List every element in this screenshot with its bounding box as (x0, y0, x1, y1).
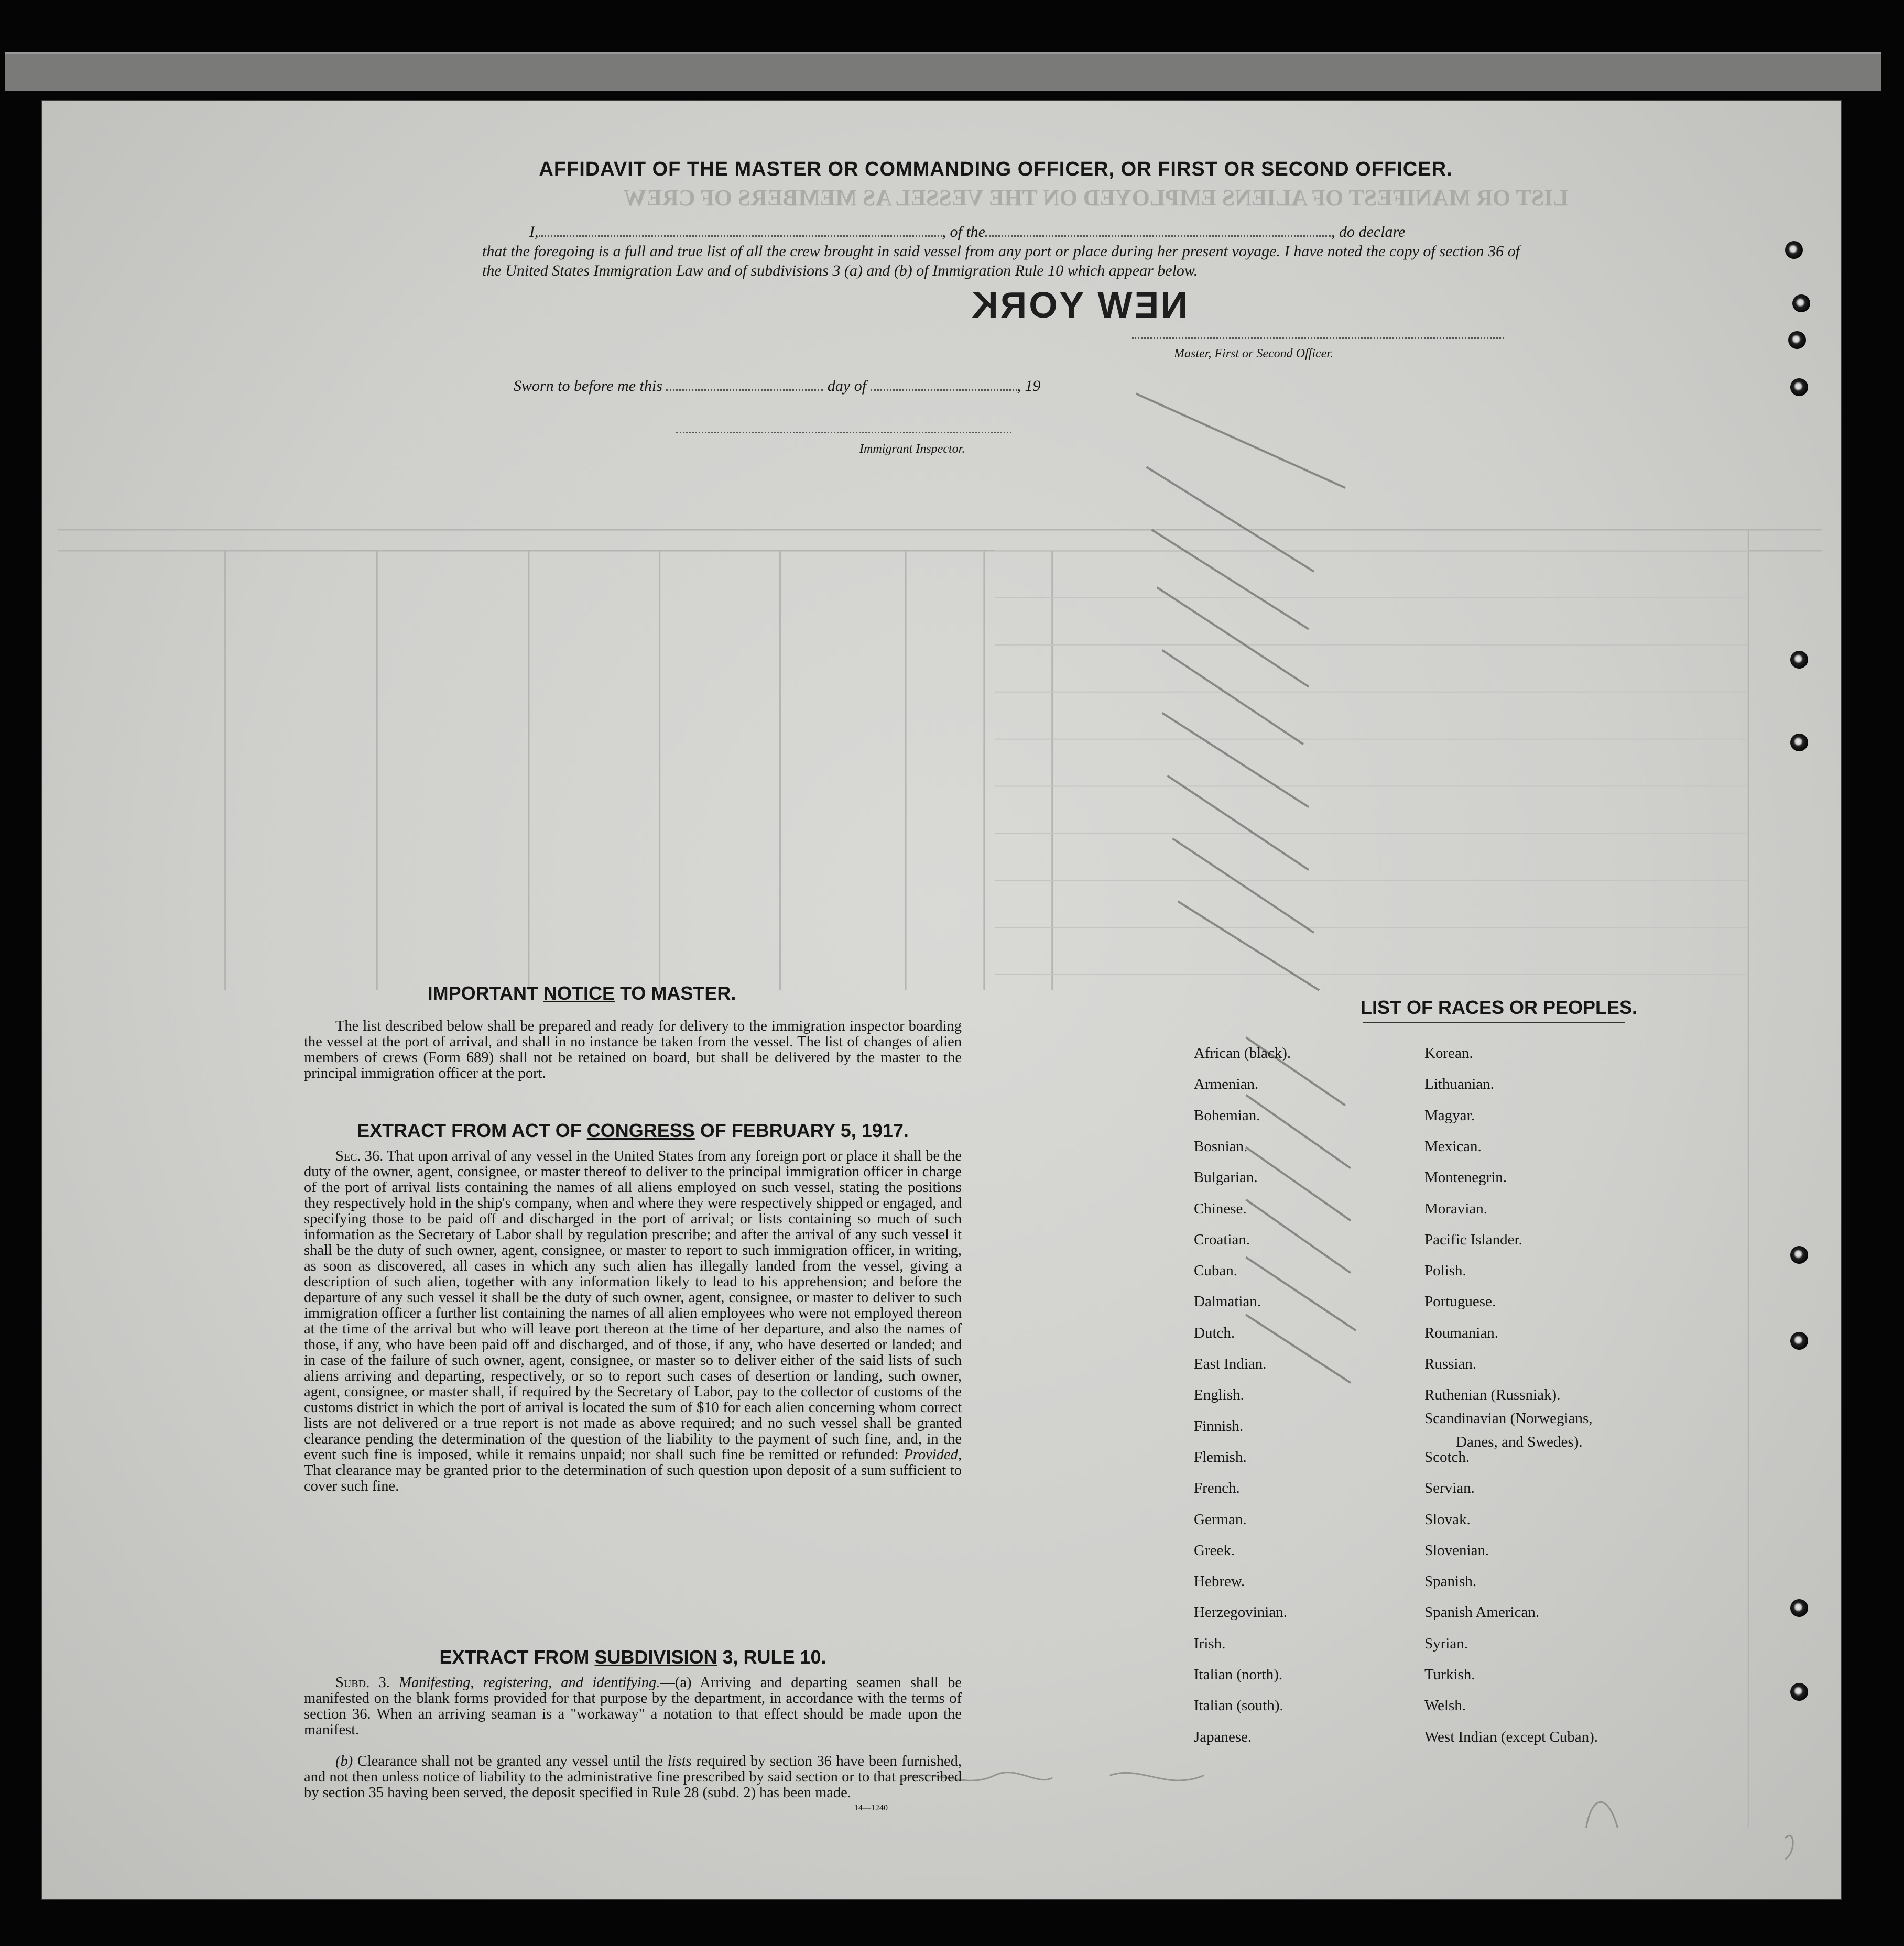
race-item: Polish. (1424, 1262, 1466, 1280)
extract-rule-heading-subdivision: SUBDIVISION (594, 1646, 717, 1668)
subdivision-3-text (304, 1675, 962, 1738)
race-item: Magyar. (1424, 1107, 1475, 1124)
extract-act-heading-pre: EXTRACT FROM ACT OF (357, 1120, 587, 1141)
decl-of-the: , of the (942, 223, 985, 240)
signature-label: Master, First or Second Officer. (1174, 347, 1333, 360)
sworn-day-field[interactable] (666, 378, 823, 391)
binder-hole-icon (1792, 294, 1810, 312)
race-item: Portuguese. (1424, 1293, 1496, 1310)
inspector-label: Immigrant Inspector. (859, 442, 965, 456)
svg-text:LIST OR MANIFEST OF ALIENS EMP: LIST OR MANIFEST OF ALIENS EMPLOYED ON THE VESSEL AS MEMBERS OF CREW (623, 184, 1569, 211)
race-item: Finnish. (1194, 1417, 1244, 1435)
declaration-body: that the foregoing is a full and true list of all the crew brought in said vessel from any port or place during her present voyage. I have noted the copy of section 36 of the United States Immigration Law and of subdivisions 3 (a) and (b) of Immigration Rule 10 which appear below. (482, 243, 1520, 279)
binder-hole-icon (1790, 734, 1808, 751)
manifest-page (41, 100, 1842, 1900)
race-item: Welsh. (1424, 1697, 1466, 1714)
decl-do-declare: , do declare (1331, 223, 1406, 240)
notice-heading-post: TO MASTER. (614, 982, 736, 1004)
race-item: East Indian. (1194, 1355, 1267, 1372)
race-item: French. (1194, 1480, 1240, 1497)
binder-hole-icon (1790, 1246, 1808, 1264)
extract-rule-heading (304, 1646, 962, 1668)
vessel-name-field[interactable] (985, 224, 1331, 237)
race-item: Korean. (1424, 1045, 1473, 1062)
extract-rule-heading-post: 3, RULE 10. (717, 1646, 826, 1668)
affidavit-heading: AFFIDAVIT OF THE MASTER OR COMMANDING OFFICER, OR FIRST OR SECOND OFFICER. (539, 158, 1453, 180)
binder-hole-icon (1790, 1332, 1808, 1350)
officer-signature-line[interactable] (1132, 337, 1504, 339)
subd-b-label: (b) (335, 1753, 353, 1769)
race-item: Lithuanian. (1424, 1076, 1494, 1093)
races-heading-pre: LIST OF (1360, 997, 1438, 1018)
sworn-statement (514, 377, 1041, 395)
extract-act-heading-post: OF FEBRUARY 5, 1917. (694, 1120, 909, 1141)
races-heading (1237, 997, 1761, 1019)
provided-label: Provided, (904, 1447, 962, 1463)
decl-i: I, (529, 223, 539, 240)
race-item: Ruthenian (Russniak). (1424, 1386, 1561, 1404)
race-item: Bohemian. (1194, 1107, 1260, 1124)
race-item: Dutch. (1194, 1324, 1235, 1341)
race-item: Italian (north). (1194, 1666, 1283, 1683)
race-item: Chinese. (1194, 1200, 1247, 1217)
race-item: African (black). (1194, 1045, 1291, 1062)
binder-hole-icon (1785, 241, 1803, 259)
races-heading-post: PEOPLES. (1537, 997, 1638, 1018)
race-item: Bosnian. (1194, 1138, 1248, 1155)
race-item: Japanese. (1194, 1728, 1252, 1745)
race-item: Syrian. (1424, 1635, 1468, 1652)
notice-heading-notice: NOTICE (543, 982, 615, 1004)
sworn-month-field[interactable] (871, 378, 1017, 391)
race-item: Herzegovinian. (1194, 1604, 1287, 1621)
race-item: Croatian. (1194, 1231, 1250, 1248)
subd-title: Manifesting, registering, and identifying. (399, 1675, 660, 1691)
race-item: Turkish. (1424, 1666, 1475, 1683)
binder-hole-icon (1788, 331, 1806, 349)
race-item: Slovak. (1424, 1511, 1471, 1528)
port-stamp: NEW YORK (970, 285, 1188, 325)
declaration-first-line (482, 222, 1520, 242)
race-item: Montenegrin. (1424, 1169, 1507, 1186)
subd-b-pre: Clearance shall not be granted any vessel until the (357, 1753, 663, 1769)
race-item: English. (1194, 1386, 1244, 1404)
subd-label: Subd. 3. (335, 1675, 390, 1691)
race-item: Scotch. (1424, 1448, 1470, 1466)
race-item: Spanish American. (1424, 1604, 1540, 1621)
sworn-day-of: day of (827, 377, 867, 395)
subd-b-post: required by section 36 have been furnished, and not then unless notice of liability to the administrative fine prescribed by said section or to that prescribed by section 35 having been served, the deposit specified in Rule 28 (subd. 2) has been made. (304, 1753, 962, 1801)
races-heading-rule (1363, 1022, 1625, 1023)
form-number: 14—1240 (854, 1803, 888, 1812)
race-item: Dalmatian. (1194, 1293, 1261, 1310)
sworn-year: , 19 (1017, 377, 1041, 395)
affidavit-declaration (482, 222, 1520, 280)
officer-name-field[interactable] (539, 224, 942, 237)
race-item: Mexican. (1424, 1138, 1482, 1155)
subd-para-a: —(a) Arriving and departing seamen shall be manifested on the blank forms provided for that purpose by the department, in accordance with the terms of section 36. When an arriving seaman is a "workaway" a notation to that effect should be made upon the manifest. (304, 1675, 962, 1738)
section-36-text (304, 1149, 962, 1494)
race-item: Scandinavian (Norwegians, (1424, 1409, 1593, 1427)
race-item: Italian (south). (1194, 1697, 1283, 1714)
race-item: Hebrew. (1194, 1573, 1245, 1590)
race-item: Armenian. (1194, 1076, 1259, 1093)
race-item: Moravian. (1424, 1200, 1487, 1217)
binder-hole-icon (1790, 651, 1808, 669)
inspector-signature-line[interactable] (676, 432, 1011, 433)
extract-act-heading (304, 1120, 962, 1142)
binder-hole-icon (1790, 1599, 1808, 1617)
section-label: Sec. 36. (335, 1148, 384, 1164)
race-item: German. (1194, 1511, 1247, 1528)
section-36-body-end: That clearance may be granted prior to the determination of such question upon deposit of a sum sufficient to cover such fine. (304, 1462, 962, 1494)
race-item: Bulgarian. (1194, 1169, 1258, 1186)
race-item: Flemish. (1194, 1448, 1247, 1466)
notice-heading (372, 982, 791, 1004)
notice-heading-pre: IMPORTANT (427, 982, 543, 1004)
race-item: Greek. (1194, 1542, 1235, 1559)
race-item: Russian. (1424, 1355, 1477, 1372)
race-item: Cuban. (1194, 1262, 1237, 1280)
extract-rule-heading-pre: EXTRACT FROM (439, 1646, 595, 1668)
race-item: Irish. (1194, 1635, 1226, 1652)
binder-hole-icon (1790, 1683, 1808, 1701)
subdivision-b-text (304, 1754, 962, 1801)
race-item: Roumanian. (1424, 1324, 1498, 1341)
notice-body: The list described below shall be prepared and ready for delivery to the immigration inspector boarding the vessel at the port of arrival, and shall in no instance be taken from the vessel. The list of changes of alien members of crews (Form 689) shall not be retained on board, but shall be delivered by the master to the principal immigration officer at the port. (304, 1018, 962, 1081)
race-item: Slovenian. (1424, 1542, 1489, 1559)
race-item: Danes, and Swedes). (1456, 1433, 1583, 1450)
sworn-prefix: Sworn to before me this (514, 377, 662, 395)
races-heading-races: RACES OR (1438, 997, 1538, 1018)
section-36-body: That upon arrival of any vessel in the United States from any foreign port or place it shall be the duty of the owner, agent, consignee, or master thereof to deliver to the principal immigration officer in charge of the port of arrival lists containing the names of all aliens employed on such vessel, stating the positions they respectively hold in the ship's company, when and where they were respectively shipped or engaged, and specifying those to be paid off and discharged in the port of arrival; or lists containing so much of such information as the Secretary of Labor shall by regulation prescribe; and after the arrival of any such vessel it shall be the duty of such owner, agent, consignee, or master to report to such immigration officer, in writing, as soon as discovered, all cases in which any such alien has illegally landed from the vessel, giving a description of such alien, together with any information likely to lead to his apprehension; and before the departure of any such vessel it shall be the duty of such owner, agent, consignee, or master to deliver to such immigration officer a further list containing the names of all alien employees who were not employed thereon at the time of the arrival but who will leave port thereon at the time of her departure, and also the names of those, if any, who have been paid off and discharged, and of those, if any, who have deserted or landed; and in case of the failure of such owner, agent, consignee, or master so to deliver either of the said lists of such aliens arriving and departing, respectively, or so to report such cases of desertion or landing, such owner, agent, consignee, or master shall, if required by the Secretary of Labor, pay to the collector of customs of the customs district in which the port of arrival is located the sum of $10 for each alien concerning whom correct lists are not delivered or a true report is not made as above required; and no such vessel shall be granted clearance pending the determination of the question of the liability to the payment of such fine, and, in the event such fine is imposed, while it remains unpaid; nor shall such fine be remitted or refunded: (304, 1148, 962, 1463)
subd-b-lists: lists (667, 1753, 692, 1769)
race-item: Servian. (1424, 1480, 1475, 1497)
backing-sheet-edge (5, 52, 1881, 91)
race-item: West Indian (except Cuban). (1424, 1728, 1598, 1745)
extract-act-heading-congress: CONGRESS (586, 1120, 695, 1141)
race-item: Pacific Islander. (1424, 1231, 1522, 1248)
binder-hole-icon (1790, 378, 1808, 396)
race-item: Spanish. (1424, 1573, 1477, 1590)
